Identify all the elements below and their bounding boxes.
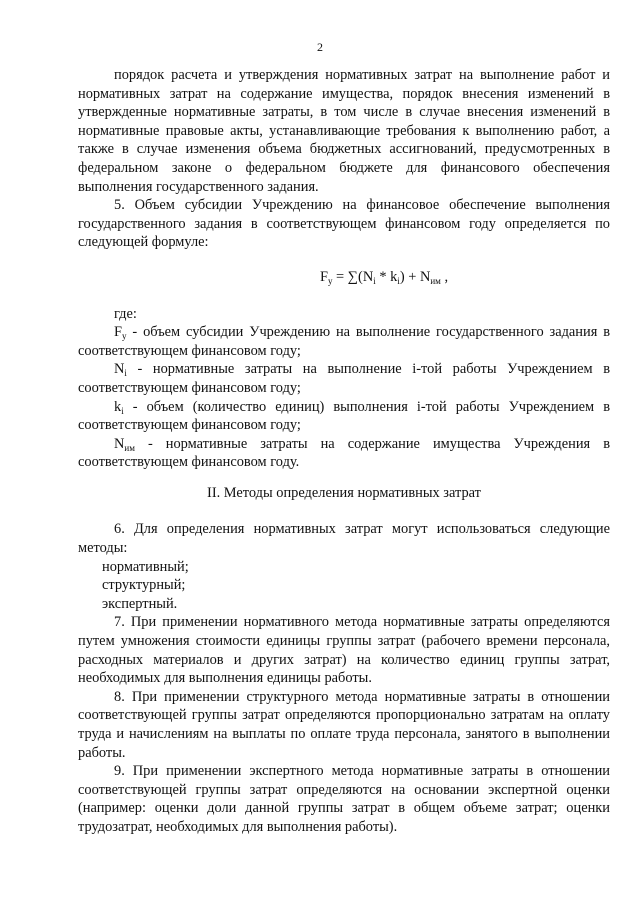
definition-nim-symbol: N (114, 435, 125, 452)
formula-times: * k (375, 268, 398, 285)
formula-nim-sub: им (430, 275, 441, 286)
list-item: экспертный. (102, 595, 178, 612)
formula-plus: ) + N (399, 268, 431, 285)
paragraph-7: 7. При применении нормативного метода нормативные затраты определяются путем умножения стоимости единицы группы затрат (рабочего времени персонала, расходных материалов и других затрат) на количество единиц группы затрат, необходимых для выполнения единицы работы. (78, 614, 610, 687)
paragraph-8: 8. При применении структурного метода нормативные затраты в отношении соответствующей группы затрат определяются пропорционально затратам на оплату труда и начислениям на выплаты по оплате труда персонала, занятого в выполнении работы. (78, 688, 610, 761)
list-item: нормативный; (102, 558, 189, 575)
formula-end: , (440, 268, 449, 285)
definition-fy-text: - объем субсидии Учреждению на выполнение государственного задания в соответствующем финансовом году; (78, 324, 610, 359)
definition-fy-sub: у (122, 331, 127, 342)
definition-ni (78, 360, 610, 397)
definition-fy-symbol: F (114, 324, 123, 341)
paragraph-9: 9. При применении экспертного метода нормативные затраты в отношении соответствующей группы затрат определяются на основании экспертной оценки (например: оценки доли данной группы затрат в общем объеме затрат; оценки трудозатрат, необходимых для выполнения работы). (78, 763, 610, 835)
definition-ki-symbol: k (114, 398, 122, 415)
definition-ni-symbol: N (114, 361, 125, 378)
list-item: структурный; (102, 577, 186, 594)
formula-sum: = ∑(N (332, 268, 374, 285)
definition-nim-sub: им (124, 442, 135, 453)
definition-nim-text: - нормативные затраты на содержание имущества Учреждения в соответствующем финансовом году. (78, 435, 610, 471)
page-number: 2 (317, 40, 323, 54)
methods-list (78, 558, 610, 614)
where-label: где: (114, 305, 137, 322)
formula-lhs: F (319, 268, 328, 285)
paragraph-5: 5. Объем субсидии Учреждению на финансовое обеспечение выполнения государственного задания в соответствующем финансовом году определяется по следующей формуле: (78, 197, 610, 251)
definition-ki (78, 398, 610, 435)
document-body (78, 66, 610, 837)
subsidy-formula (78, 268, 610, 287)
paragraph-intro: порядок расчета и утверждения нормативных затрат на выполнение работ и нормативных затрат на содержание имущества, порядок внесения изменений в утвержденные нормативные затраты, в том числе в случае внесения изменений в нормативные правовые акты, устанавливающие требования к выполнению работ, а также в случае изменения объема бюджетных ассигнований, предусмотренных в федеральном законе о федеральном бюджете для финансового обеспечения выполнения государственного задания. (78, 67, 610, 195)
paragraph-6: 6. Для определения нормативных затрат могут использоваться следующие методы: (78, 521, 610, 557)
definition-fy (78, 323, 610, 360)
section-heading: II. Методы определения нормативных затрат (207, 484, 481, 501)
formula-ni-sub: i (373, 275, 376, 286)
definition-ni-sub: i (124, 368, 127, 379)
definition-ki-text: - объем (количество единиц) выполнения i-той работы Учреждением в соответствующем финансовом году; (78, 398, 610, 434)
formula-lhs-sub: у (327, 275, 333, 286)
formula-ki-sub: i (397, 275, 400, 286)
definition-ni-text: - нормативные затраты на выполнение i-той работы Учреждением в соответствующем финансовом году; (78, 361, 610, 396)
definition-nim (78, 435, 610, 472)
definition-ki-sub: i (121, 405, 124, 416)
